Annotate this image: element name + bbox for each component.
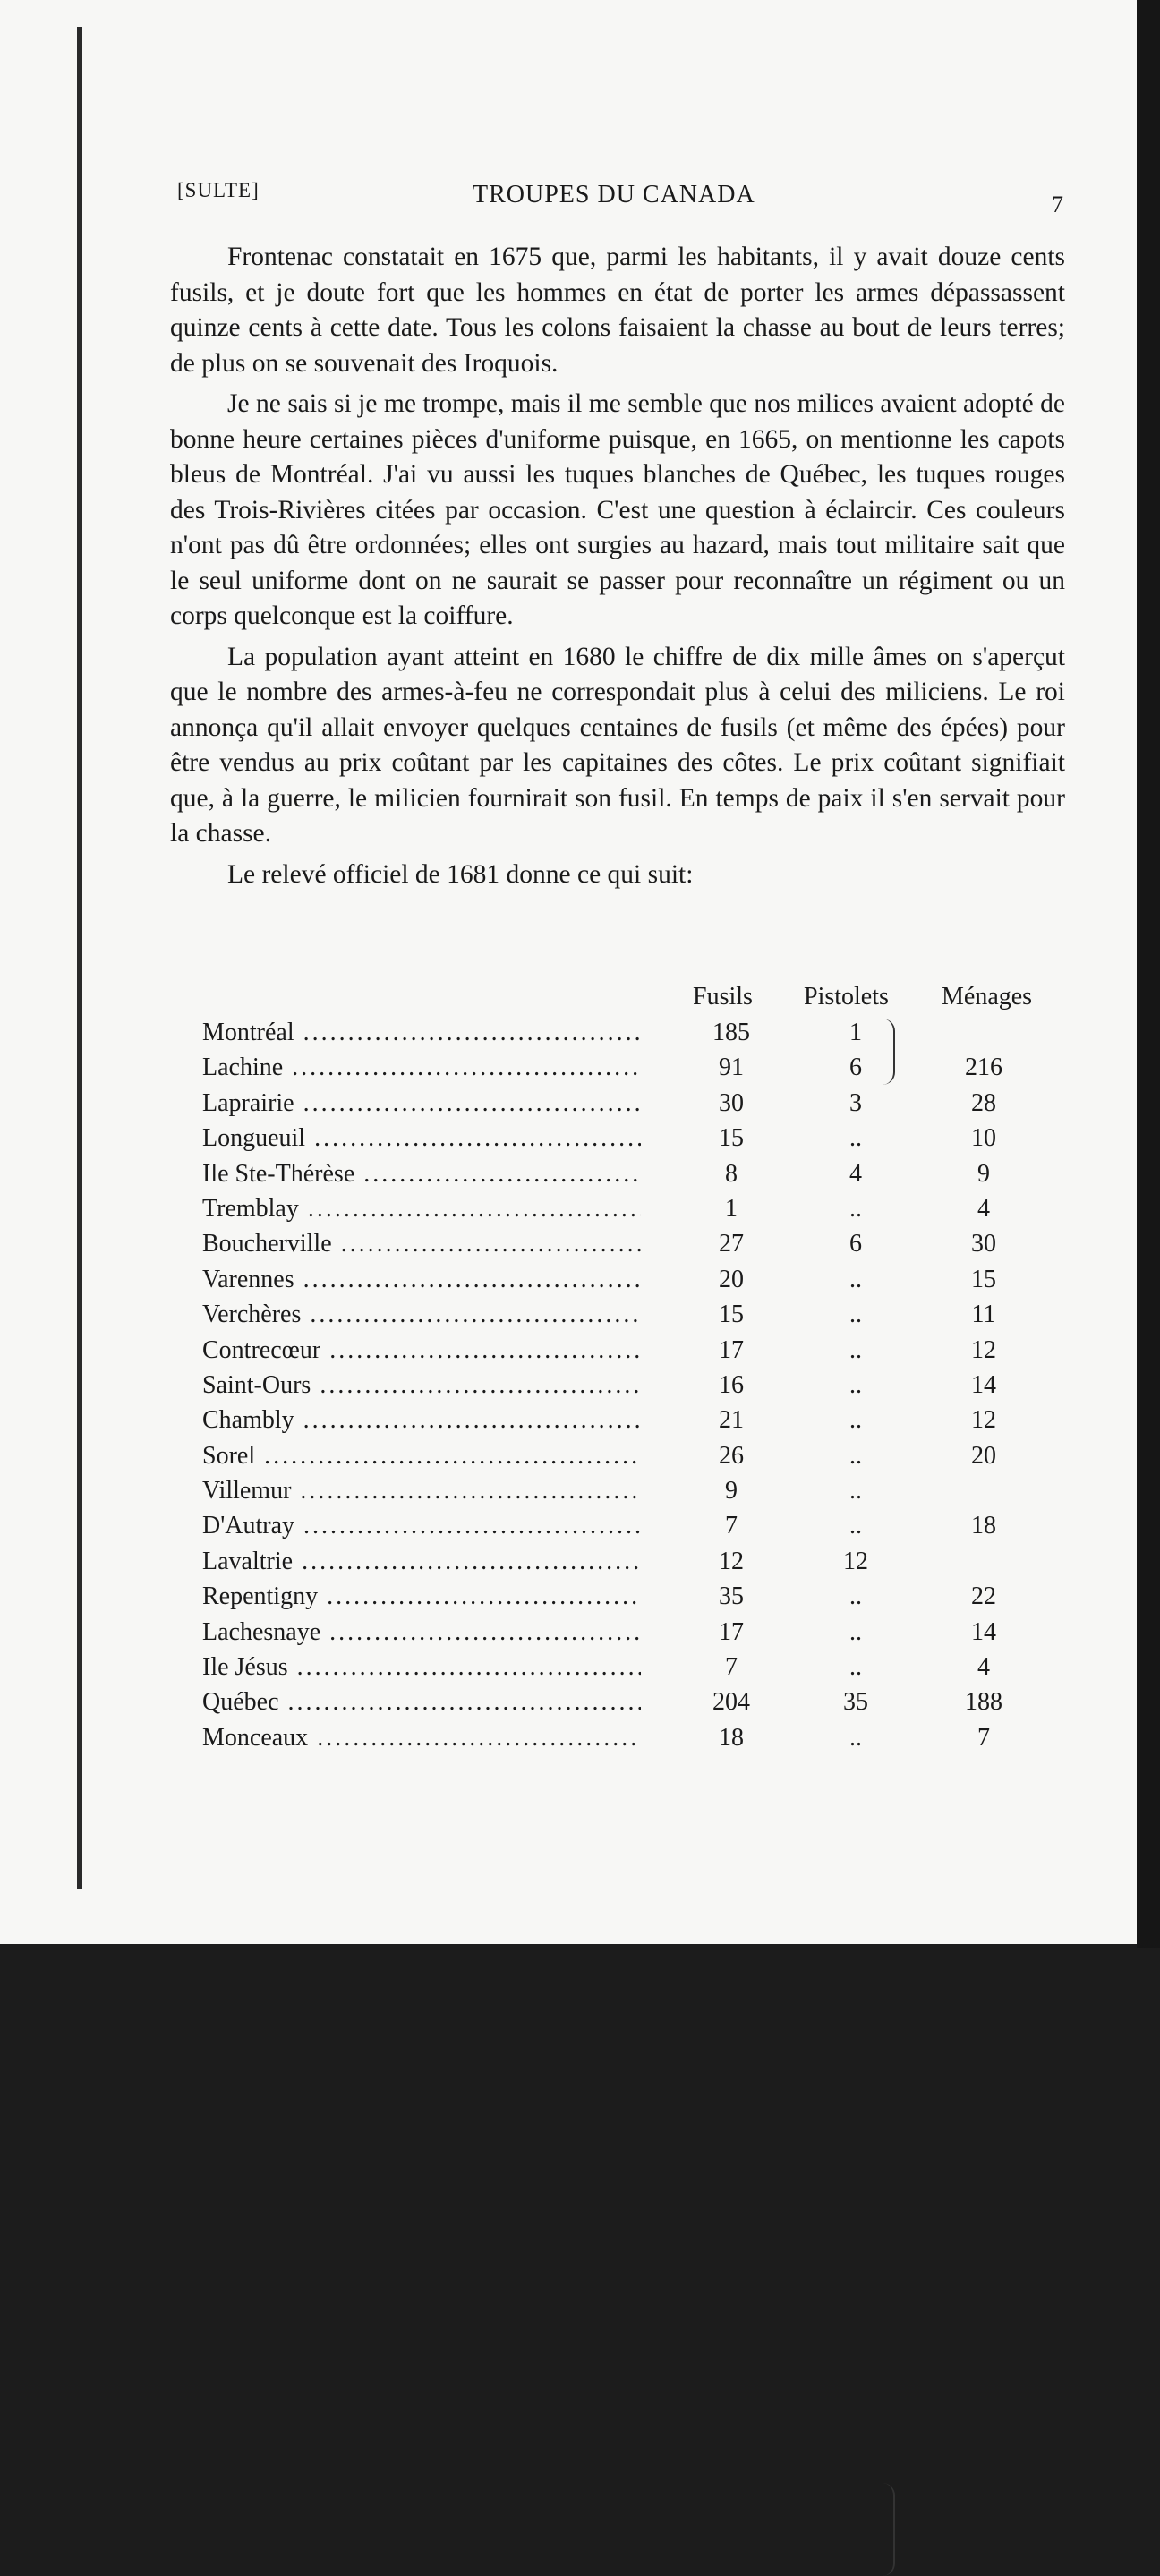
pistolets-value: 6 bbox=[849, 1230, 862, 1258]
menages-value: 28 bbox=[971, 1088, 996, 1117]
table-row bbox=[202, 1089, 1062, 1124]
brace-villemur-lavaltrie bbox=[881, 2483, 895, 2576]
fusils-value: 17 bbox=[719, 1335, 744, 1364]
pistolets-value: .. bbox=[849, 1441, 862, 1470]
running-title: TROUPES DU CANADA bbox=[473, 181, 755, 209]
place-name: Ile Ste-Thérèse ..... bbox=[202, 1160, 641, 1189]
table-row bbox=[202, 1618, 1062, 1653]
menages-value: 4 bbox=[977, 1194, 990, 1223]
fusils-value: 17 bbox=[719, 1617, 744, 1646]
pistolets-value: 35 bbox=[843, 1688, 868, 1717]
page-edge-shadow bbox=[1137, 0, 1160, 1948]
pistolets-value: .. bbox=[849, 1617, 862, 1646]
fusils-value: 9 bbox=[725, 1477, 738, 1506]
menages-value: 12 bbox=[971, 1335, 996, 1364]
census-table-1681 bbox=[202, 983, 1062, 1759]
pistolets-value: .. bbox=[849, 1370, 862, 1399]
fusils-value: 20 bbox=[719, 1265, 744, 1293]
table-row bbox=[202, 1195, 1062, 1230]
fusils-value: 21 bbox=[719, 1406, 744, 1435]
table-row bbox=[202, 1688, 1062, 1723]
place-name: Verchères ..... bbox=[202, 1301, 641, 1329]
place-name: Montréal ..... bbox=[202, 1019, 641, 1047]
place-name: Québec ..... bbox=[202, 1688, 641, 1717]
pistolets-value: .. bbox=[849, 1582, 862, 1611]
pistolets-value: .. bbox=[849, 1124, 862, 1153]
column-header-fusils: Fusils bbox=[693, 983, 753, 1011]
fusils-value: 35 bbox=[719, 1582, 744, 1611]
table-row bbox=[202, 1442, 1062, 1477]
table-row bbox=[202, 1336, 1062, 1371]
fusils-value: 12 bbox=[719, 1547, 744, 1575]
pistolets-value: .. bbox=[849, 1194, 862, 1223]
place-name: Boucherville ..... bbox=[202, 1230, 641, 1258]
menages-value: 14 bbox=[971, 1617, 996, 1646]
menages-value: 9 bbox=[977, 1159, 990, 1188]
pistolets-value: 6 bbox=[849, 1053, 862, 1082]
fusils-value: 18 bbox=[719, 1723, 744, 1752]
pistolets-value: .. bbox=[849, 1406, 862, 1435]
place-name: D'Autray ..... bbox=[202, 1512, 641, 1540]
paragraph: Je ne sais si je me trompe, mais il me semble que nos milices avaient adopté de bonne heure certaines pièces d'uniforme puisque, en 1665, on mentionne les capots bleus de Montréal. J'ai vu aussi les tuques blanches de Québec, les tuques rouges des Trois-Rivières citées par occasion. C'est une question à éclaircir. Ces couleurs n'ont pas dû être ordonnées; elles ont surgies au hazard, mais tout militaire sait que le seul uniforme dont on ne saurait se passer pour reconnaître un régiment ou un corps quelconque est la coiffure. bbox=[170, 389, 1065, 630]
menages-value: 15 bbox=[971, 1265, 996, 1293]
pistolets-value: .. bbox=[849, 1301, 862, 1329]
fusils-value: 185 bbox=[712, 1019, 750, 1046]
pistolets-value: 12 bbox=[843, 1547, 868, 1575]
fusils-value: 7 bbox=[725, 1653, 738, 1682]
table-row bbox=[202, 1019, 1062, 1053]
table-row bbox=[202, 1582, 1062, 1617]
paragraph: La population ayant atteint en 1680 le chiffre de dix mille âmes on s'aperçut que le nombre des armes-à-feu ne correspondait plus à celui des miliciens. Le roi annonça qu'il allait envoyer quelques centaines de fusils (et même des épées) pour être vendus au prix coûtant par les capitaines des côtes. Le prix coûtant signifiait que, à la guerre, le milicien fournirait son fusil. En temps de paix il s'en servait pour la chasse. bbox=[170, 642, 1065, 848]
table-row bbox=[202, 1053, 1062, 1088]
menages-value: 188 bbox=[965, 1688, 1002, 1717]
table-row bbox=[202, 1266, 1062, 1301]
menages-value: 7 bbox=[977, 1723, 990, 1752]
place-name: Saint-Ours ..... bbox=[202, 1371, 641, 1400]
fusils-value: 16 bbox=[719, 1370, 744, 1399]
column-header-menages: Ménages bbox=[942, 983, 1033, 1011]
menages-value: 11 bbox=[971, 1301, 996, 1329]
table-row bbox=[202, 1301, 1062, 1335]
table-body bbox=[202, 1019, 1062, 1759]
place-name: Contrecœur ..... bbox=[202, 1336, 641, 1365]
pistolets-value: .. bbox=[849, 1512, 862, 1540]
place-name: Lavaltrie ..... bbox=[202, 1548, 641, 1576]
place-name: Varennes ..... bbox=[202, 1266, 641, 1294]
place-name: Lachesnaye ..... bbox=[202, 1618, 641, 1647]
table-row bbox=[202, 1124, 1062, 1159]
place-name: Lachine ..... bbox=[202, 1053, 641, 1082]
pistolets-value: .. bbox=[849, 1477, 862, 1506]
menages-value: 216 bbox=[965, 1053, 1002, 1082]
running-header bbox=[177, 179, 1063, 218]
binding-gutter bbox=[77, 27, 82, 1889]
fusils-value: 91 bbox=[719, 1053, 744, 1082]
table-row bbox=[202, 1371, 1062, 1406]
table-row bbox=[202, 1512, 1062, 1547]
pistolets-value: 1 bbox=[849, 1019, 862, 1046]
place-name: Monceaux ..... bbox=[202, 1724, 641, 1753]
author-tag: [SULTE] bbox=[177, 179, 260, 201]
place-name: Longueuil ..... bbox=[202, 1124, 641, 1153]
fusils-value: 27 bbox=[719, 1230, 744, 1258]
body-text bbox=[170, 240, 1065, 892]
place-name: Chambly ..... bbox=[202, 1406, 641, 1435]
page-number: 7 bbox=[1052, 192, 1063, 218]
menages-value: 30 bbox=[971, 1230, 996, 1258]
fusils-value: 7 bbox=[725, 1512, 738, 1540]
pistolets-value: .. bbox=[849, 1653, 862, 1682]
menages-value: 10 bbox=[971, 1124, 996, 1153]
pistolets-value: 4 bbox=[849, 1159, 862, 1188]
place-name: Sorel ..... bbox=[202, 1442, 641, 1471]
pistolets-value: .. bbox=[849, 1335, 862, 1364]
fusils-value: 15 bbox=[719, 1301, 744, 1329]
paragraph: Le relevé officiel de 1681 donne ce qui suit: bbox=[227, 859, 694, 889]
table-row bbox=[202, 1230, 1062, 1265]
table-row bbox=[202, 1160, 1062, 1195]
fusils-value: 30 bbox=[719, 1088, 744, 1117]
fusils-value: 204 bbox=[712, 1688, 750, 1717]
table-row bbox=[202, 1724, 1062, 1759]
place-name: Ile Jésus ..... bbox=[202, 1653, 641, 1682]
fusils-value: 26 bbox=[719, 1441, 744, 1470]
fusils-value: 15 bbox=[719, 1124, 744, 1153]
table-row bbox=[202, 1477, 1062, 1512]
fusils-value: 8 bbox=[725, 1159, 738, 1188]
paragraph: Frontenac constatait en 1675 que, parmi les habitants, il y avait douze cents fusils, et je doute fort que les hommes en état de porter les armes dépassassent quinze cents à cette date. Tous les colons faisaient la chasse au bout de leurs terres; de plus on se souvenait des Iroquois. bbox=[170, 243, 1065, 378]
table-row bbox=[202, 1653, 1062, 1688]
menages-value: 12 bbox=[971, 1406, 996, 1435]
fusils-value: 1 bbox=[725, 1194, 738, 1223]
place-name: Tremblay ..... bbox=[202, 1195, 641, 1224]
pistolets-value: .. bbox=[849, 1723, 862, 1752]
menages-value: 14 bbox=[971, 1370, 996, 1399]
table-header bbox=[202, 983, 1062, 1019]
brace-montreal-lachine bbox=[881, 1019, 895, 1085]
menages-value: 4 bbox=[977, 1653, 990, 1682]
table-row bbox=[202, 1548, 1062, 1582]
menages-value: 18 bbox=[971, 1512, 996, 1540]
menages-value: 20 bbox=[971, 1441, 996, 1470]
pistolets-value: .. bbox=[849, 1265, 862, 1293]
place-name: Villemur ..... bbox=[202, 1477, 641, 1506]
pistolets-value: 3 bbox=[849, 1088, 862, 1117]
place-name: Repentigny ..... bbox=[202, 1582, 641, 1611]
place-name: Laprairie ..... bbox=[202, 1089, 641, 1118]
column-header-pistolets: Pistolets bbox=[804, 983, 889, 1011]
table-row bbox=[202, 1406, 1062, 1441]
menages-value: 22 bbox=[971, 1582, 996, 1611]
